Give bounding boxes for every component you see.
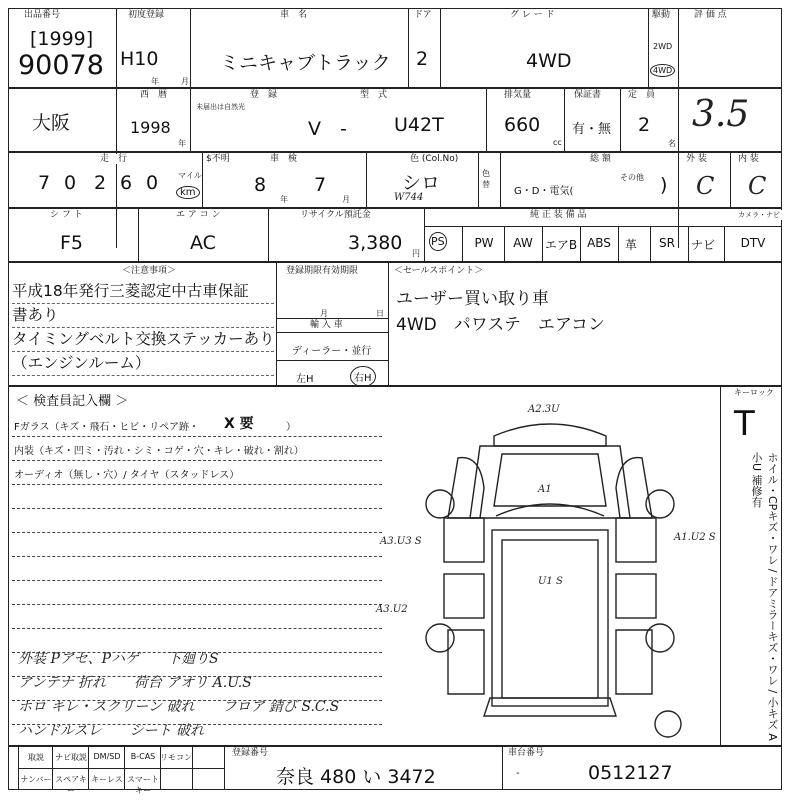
import-label: 輸 入 車 (310, 320, 343, 330)
key-lock-label: キーロック (734, 388, 774, 397)
color-label: 色 (Col.No) (410, 154, 459, 164)
accessory-item: B-CAS (130, 752, 156, 761)
cc-unit: cc (553, 138, 562, 147)
handwritten-note: ホロ キレ・スクリーン 破れ フロア 錆び S.C.S (18, 699, 340, 715)
fuel-type: G・D・電気( (514, 186, 574, 197)
interior-grade: C (748, 172, 767, 200)
equipment-pw: PW (474, 236, 494, 250)
inspection-year-unit: 年 (280, 195, 288, 204)
notice-label: ＜注意事項＞ (122, 266, 177, 276)
registration-month: 月 (320, 309, 328, 318)
equipment-nav: ナビ (690, 238, 715, 252)
damage-note-top: A2.3U (528, 404, 560, 415)
shift: F5 (60, 232, 84, 254)
accessory-item: スペアキー (55, 775, 87, 795)
damage-note-left-upper: A3.U3 S (380, 536, 422, 547)
recycle-unit: 円 (412, 249, 420, 258)
region: 大阪 (32, 112, 71, 134)
accessory-item: リモコン (160, 753, 192, 762)
fuel-close: ) (660, 174, 668, 196)
mileage-label: 走 行 (100, 154, 128, 164)
ac-label: エ ア コ ン (176, 210, 221, 220)
chassis-prefix: - (516, 768, 520, 779)
interior-label: 内 装 (738, 154, 759, 164)
notice-line: 書あり (12, 304, 274, 328)
notice-line: タイミングベルト交換ステッカーあり (12, 328, 274, 352)
recycle-label: リサイクル預託金 (300, 210, 371, 220)
drive-2wd: 2WD (653, 42, 673, 51)
damage-note-a1: A1 (538, 484, 552, 495)
accessory-item: 取説 (28, 753, 44, 762)
notice-lines (12, 280, 274, 376)
handle-right-circled: 右H (350, 366, 376, 387)
equipment-sunroof: SR (659, 236, 675, 250)
shift-label: シ フ ト (50, 210, 83, 220)
mileage-unit-circled: km (176, 186, 200, 199)
inspection-label: 車 検 (270, 154, 298, 164)
equipment-ps-circled: PS (429, 232, 447, 251)
accessory-item: DM/SD (93, 752, 121, 761)
notice-line: （エンジンルーム） (12, 352, 274, 376)
fuel-other-label: その他 (620, 173, 644, 182)
inspection-month-unit: 月 (342, 195, 350, 204)
color-value: シロ (402, 172, 441, 194)
registration-label: 登 録 (250, 90, 278, 100)
year-unit: 年 (151, 77, 159, 86)
damage-legend: ホイル・CPキズ・ワレ / ドアミラーキズ・ワレ / 小キズ A 小U 補修有 (750, 452, 779, 741)
license-plate: 奈良 480 い 3472 (276, 766, 436, 788)
inspection-glass-flag: X 要 (224, 416, 254, 432)
grade: 4WD (526, 50, 572, 72)
lot-number: 90078 (18, 50, 104, 81)
sales-point-label: ＜セールスポイント＞ (394, 266, 484, 276)
notice-line: 平成18年発行三菱認定中古車保証 (12, 280, 274, 304)
year: 1998 (130, 118, 171, 137)
doors: 2 (416, 48, 429, 70)
total-label: 総 額 (590, 154, 611, 164)
drive-4wd-circled: 4WD (650, 64, 675, 77)
chassis-label: 車台番号 (508, 748, 545, 758)
warranty-label: 保証書 (574, 90, 602, 100)
handwritten-note: アンテナ 折れ 荷台 アオリ A.U.S (18, 675, 252, 691)
chassis-number: 0512127 (588, 762, 673, 784)
mileage-digit: 0 (64, 172, 77, 194)
recycle-amount: 3,380 (348, 232, 403, 254)
capacity-unit: 名 (668, 139, 676, 148)
mileage-digit: 0 (146, 172, 159, 194)
color-change: 色替 (482, 169, 490, 189)
grade-label: グ レ ー ド (510, 10, 555, 20)
camera-nav-label: カメラ・ナビ (738, 211, 780, 219)
drive-label: 駆動 (652, 10, 671, 20)
capacity-label: 定 員 (628, 90, 656, 100)
model-label: 型 式 (360, 90, 388, 100)
score-value: 3.5 (692, 94, 750, 135)
registration-deadline-label: 登録期限有効期限 (286, 266, 359, 276)
displacement: 660 (504, 114, 541, 136)
accessory-item: スマートキー (127, 775, 159, 795)
first-reg-year: H10 (120, 48, 159, 70)
equipment-aw: AW (513, 236, 533, 250)
month-unit: 月 (181, 77, 189, 86)
handwritten-note: 外装 Pアセ、Pハゲ 下廻りS (18, 651, 219, 667)
accessory-item: ナビ取説 (55, 753, 87, 762)
handle-left: 左H (296, 374, 314, 385)
accessory-item: キーレス (91, 775, 123, 784)
ac: AC (190, 232, 216, 254)
inspection-title: ＜ 検査員記入欄 ＞ (16, 394, 129, 409)
sales-point-line: ユーザー買い取り車 (396, 289, 549, 309)
meter-label: $不明 (206, 154, 230, 164)
registration-day: 日 (376, 309, 384, 318)
equipment-dtv: DTV (740, 236, 766, 250)
year-unit-2: 年 (178, 139, 186, 148)
equipment-abs: ABS (587, 236, 611, 250)
auction-no-label: 出品番号 (24, 10, 61, 20)
equipment-label: 純 正 装 備 品 (530, 210, 587, 220)
inspection-audio-tire: オーディオ（無し・穴）/ タイヤ（スタッドレス） (14, 470, 240, 481)
inspection-interior: 内装（キズ・凹ミ・汚れ・シミ・コゲ・穴・キレ・破れ・割れ） (14, 446, 304, 457)
car-damage-diagram (384, 398, 720, 744)
first-reg-label: 初度登録 (128, 10, 165, 20)
equipment-airbag: エアB (544, 238, 578, 252)
color-code: W744 (394, 192, 424, 203)
damage-note-center: U1 S (538, 576, 563, 587)
mileage-digit: 6 (120, 172, 133, 194)
inspection-year: 8 (254, 174, 267, 196)
mileage-unit-top: マイル (178, 171, 202, 180)
key-lock-mark: T (734, 404, 755, 444)
score-label: 評 価 点 (694, 10, 727, 20)
inspection-month: 7 (314, 174, 327, 196)
import-value: ディーラー・並行 (292, 346, 372, 357)
warranty-value: 有・無 (572, 122, 612, 137)
inspection-glass: Fガラス（キズ・飛石・ヒビ・リペア跡・ (14, 422, 200, 433)
lot-year: [1999] (30, 28, 94, 50)
registration-sub: 未届出は自然光 (196, 103, 245, 111)
damage-note-right: A1.U2 S (674, 532, 716, 543)
capacity: 2 (638, 114, 651, 136)
damage-note-left-lower: A3.U2 (376, 604, 408, 615)
handwritten-note: ハンドルスレ シート 破れ (18, 723, 205, 739)
auction-sheet (8, 8, 782, 795)
accessory-item: ナンバー (20, 775, 52, 784)
door-label: ドア (414, 10, 432, 20)
sales-point-line: 4WD パワステ エアコン (396, 315, 606, 335)
exterior-grade: C (696, 172, 715, 200)
car-name: ミニキャブトラック (220, 52, 391, 74)
mileage-digit: 7 (38, 172, 51, 194)
model-prefix: V - (308, 118, 347, 140)
exterior-label: 外 装 (686, 154, 707, 164)
western-year-label: 西 暦 (140, 90, 168, 100)
equipment-leather: 革 (624, 238, 637, 252)
mileage-digit: 2 (94, 172, 107, 194)
model-code: U42T (394, 114, 444, 136)
car-name-label: 車 名 (280, 10, 308, 20)
displacement-label: 排気量 (504, 90, 532, 100)
plate-label: 登録番号 (232, 748, 269, 758)
inspection-glass-close: ） (286, 422, 296, 433)
